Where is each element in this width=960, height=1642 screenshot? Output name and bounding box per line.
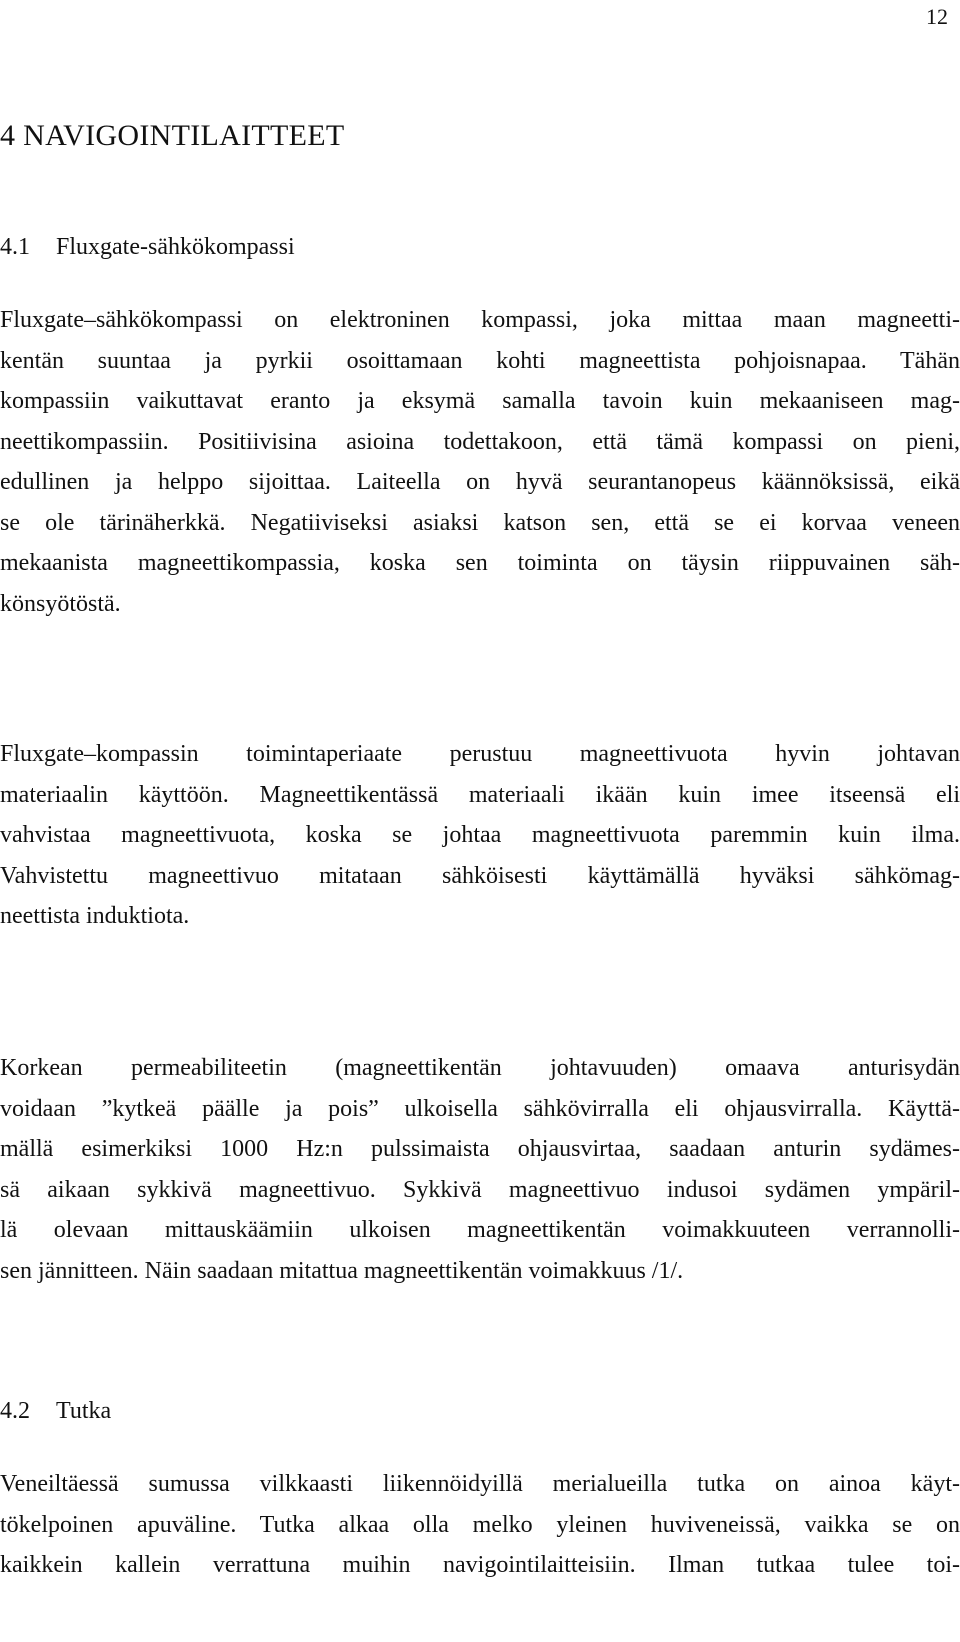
section-number: 4.2 — [0, 1398, 30, 1424]
text-line: Veneiltäessä sumussa vilkkaasti liikennöidyillä merialueilla tutka on ainoa käyt- — [0, 1471, 960, 1497]
paragraph — [0, 734, 960, 937]
page-number: 12 — [926, 4, 948, 29]
chapter-title: 4 NAVIGOINTILAITTEET — [0, 119, 345, 152]
text-line: kaikkein kallein verrattuna muihin navigointilaitteisiin. Ilman tutkaa tulee toi- — [0, 1552, 960, 1578]
paragraph — [0, 1464, 960, 1586]
text-line: lä olevaan mittauskäämiin ulkoisen magneettikentän voimakkuuteen verrannolli- — [0, 1217, 960, 1243]
paragraph — [0, 300, 960, 624]
text-line: kentän suuntaa ja pyrkii osoittamaan kohti magneettista pohjoisnapaa. Tähän — [0, 347, 960, 374]
section-heading-4-1 — [0, 232, 295, 262]
text-line: neettista induktiota. — [0, 903, 190, 929]
text-line: könsyötöstä. — [0, 590, 121, 617]
text-line: Vahvistettu magneettivuo mitataan sähköisesti käyttämällä hyväksi sähkömag- — [0, 862, 960, 889]
text-line: sen jännitteen. Näin saadaan mitattua magneettikentän voimakkuus /1/. — [0, 1257, 684, 1284]
text-line: neettikompassiin. Positiivisina asioina todettakoon, että tämä kompassi on pieni, — [0, 428, 960, 455]
text-line: edullinen ja helppo sijoittaa. Laiteella on hyvä seurantanopeus käännöksissä, eikä — [0, 469, 960, 495]
text-line: tökelpoinen apuväline. Tutka alkaa olla melko yleinen huviveneissä, vaikka se on — [0, 1511, 960, 1538]
text-line: Fluxgate–kompassin toimintaperiaate perustuu magneettivuota hyvin johtavan — [0, 741, 960, 767]
section-heading-4-2 — [0, 1396, 111, 1426]
text-line: Korkean permeabiliteetin (magneettikentän johtavuuden) omaava anturisydän — [0, 1055, 960, 1081]
text-line: kompassiin vaikuttavat eranto ja eksymä samalla tavoin kuin mekaaniseen mag- — [0, 388, 960, 414]
section-title: Fluxgate-sähkökompassi — [56, 234, 295, 260]
text-line: se ole tärinäherkkä. Negatiiviseksi asiaksi katson sen, että se ei korvaa veneen — [0, 509, 960, 536]
text-line: voidaan ”kytkeä päälle ja pois” ulkoisella sähkövirralla eli ohjausvirralla. Käyttä- — [0, 1095, 960, 1122]
text-line: mällä esimerkiksi 1000 Hz:n pulssimaista ohjausvirtaa, saadaan anturin sydämes- — [0, 1136, 960, 1162]
paragraph — [0, 1048, 960, 1291]
text-line: materiaalin käyttöön. Magneettikentässä materiaali ikään kuin imee itseensä eli — [0, 781, 960, 808]
text-line: Fluxgate–sähkökompassi on elektroninen kompassi, joka mittaa maan magneetti- — [0, 307, 960, 333]
section-title: Tutka — [56, 1398, 112, 1424]
section-number: 4.1 — [0, 234, 30, 260]
text-line: mekaanista magneettikompassia, koska sen toiminta on täysin riippuvainen säh- — [0, 550, 960, 576]
text-line: sä aikaan sykkivä magneettivuo. Sykkivä magneettivuo indusoi sydämen ympäril- — [0, 1176, 960, 1203]
text-line: vahvistaa magneettivuota, koska se johtaa magneettivuota paremmin kuin ilma. — [0, 822, 960, 848]
